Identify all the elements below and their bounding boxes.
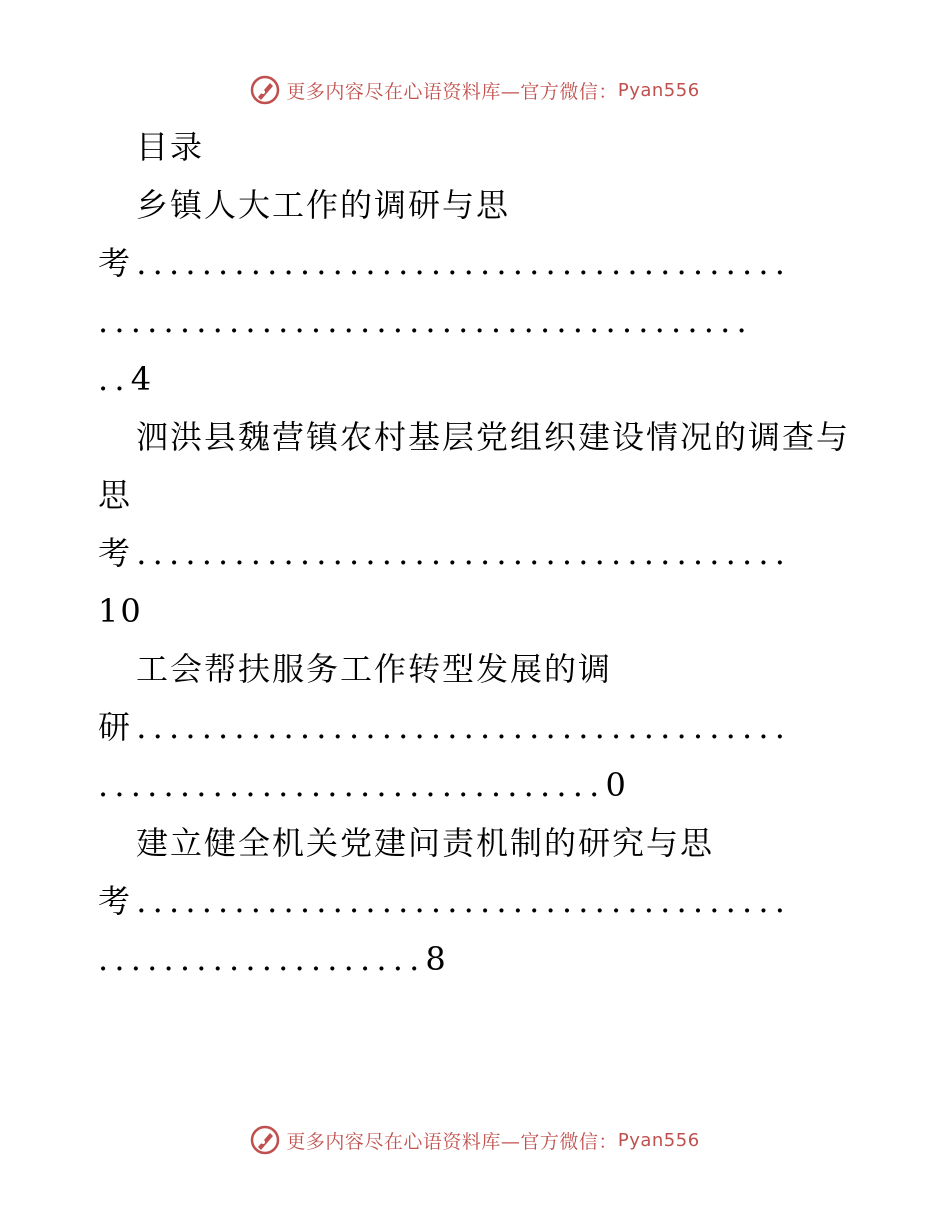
toc-line: ...............................0 (98, 766, 633, 804)
toc-line: 建立健全机关党建问责机制的研究与思 (136, 824, 715, 862)
toc-line: 工会帮扶服务工作转型发展的调 (136, 650, 613, 688)
footer-banner-handle: Pyan556 (617, 1129, 700, 1151)
toc-line: 考........................................ (98, 244, 792, 282)
toc-title: 目录 (136, 128, 205, 166)
footer-banner-text: 更多内容尽在心语资料库—官方微信： (286, 1130, 618, 1153)
pen-nib-logo-icon (250, 75, 280, 105)
toc-line: 泗洪县魏营镇农村基层党组织建设情况的调查与 (136, 418, 851, 456)
header-banner-text: 更多内容尽在心语资料库—官方微信： (286, 80, 618, 103)
header-banner-handle: Pyan556 (617, 79, 700, 101)
toc-line: 10 (98, 592, 143, 630)
toc-line: ........................................ (98, 302, 753, 340)
footer-banner (0, 1120, 950, 1160)
table-of-contents (98, 118, 858, 988)
pen-nib-logo-icon (250, 1125, 280, 1155)
toc-line: 考........................................ (98, 882, 792, 920)
toc-line: 考........................................ (98, 534, 792, 572)
toc-line: ....................8 (98, 940, 452, 978)
toc-line: 乡镇人大工作的调研与思 (136, 186, 511, 224)
toc-line: 研........................................ (98, 708, 792, 746)
toc-line: ..4 (98, 360, 158, 398)
header-banner (0, 70, 950, 110)
toc-line: 思 (98, 476, 133, 514)
